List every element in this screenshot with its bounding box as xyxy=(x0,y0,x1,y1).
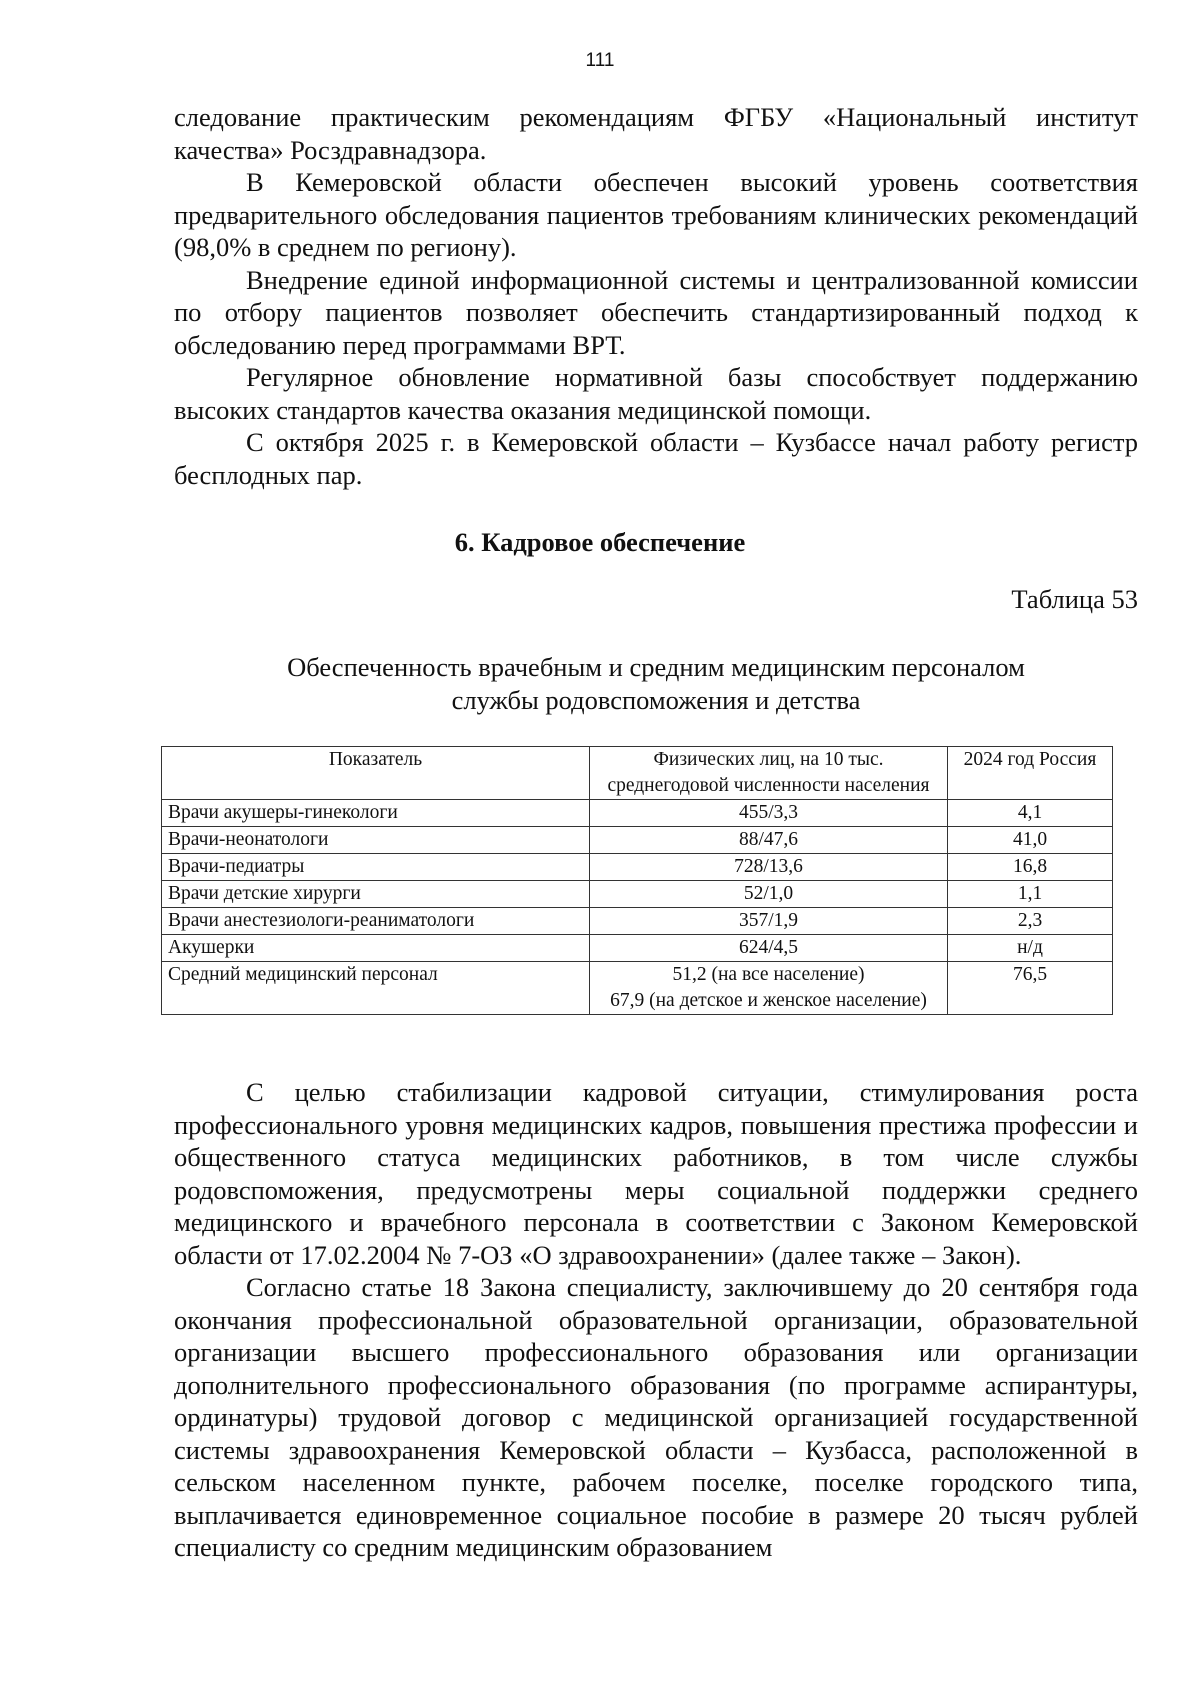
header-value: Физических лиц, на 10 тыс. среднегодовой численности населения xyxy=(590,747,948,800)
cell-value: 455/3,3 xyxy=(590,800,948,827)
table-caption-line: Обеспеченность врачебным и средним медицинским персоналом xyxy=(287,652,1025,682)
cell-russia: 4,1 xyxy=(948,800,1113,827)
paragraph: Согласно статье 18 Закона специалисту, заключившему до 20 сентября года окончания профессиональной образовательной организации, образовательной организации высшего профессионального образования или организации дополнительного профессионального образования (по программе аспирантуры, ординатуры) трудовой договор с медицинской организацией государственной системы здравоохранения Кемеровской области – Кузбасса, расположенной в сельском населенном пункте, рабочем поселке, поселке городского типа, выплачивается единовременное социальное пособие в размере 20 тысяч рублей специалисту со средним медицинским образованием xyxy=(174,1272,1138,1562)
section-heading: 6. Кадровое обеспечение xyxy=(454,527,746,557)
bottom-text-block xyxy=(174,1076,1138,1564)
cell-russia: 1,1 xyxy=(948,881,1113,908)
cell-value-line: 51,2 (на все население) xyxy=(672,964,865,985)
staffing-table xyxy=(161,746,1113,1015)
cell-value xyxy=(590,962,948,1015)
cell-russia: 16,8 xyxy=(948,854,1113,881)
cell-russia: 2,3 xyxy=(948,908,1113,935)
table-row xyxy=(162,908,1113,935)
paragraph: Регулярное обновление нормативной базы способствует поддержанию высоких стандартов качества оказания медицинской помощи. xyxy=(174,362,1138,425)
table-row xyxy=(162,827,1113,854)
table-row xyxy=(162,935,1113,962)
cell-indicator: Врачи-неонатологи xyxy=(162,827,590,854)
cell-indicator: Врачи анестезиологи-реаниматологи xyxy=(162,908,590,935)
table-row xyxy=(162,800,1113,827)
table-header-row xyxy=(162,747,1113,800)
cell-russia: н/д xyxy=(948,935,1113,962)
cell-indicator: Врачи акушеры-гинекологи xyxy=(162,800,590,827)
cell-value: 88/47,6 xyxy=(590,827,948,854)
paragraph: следование практическим рекомендациям ФГБУ «Национальный институт качества» Росздравнадзора. xyxy=(174,102,1138,165)
cell-value: 728/13,6 xyxy=(590,854,948,881)
table-row xyxy=(162,962,1113,1015)
table-row xyxy=(162,881,1113,908)
cell-value: 52/1,0 xyxy=(590,881,948,908)
header-indicator: Показатель xyxy=(162,747,590,800)
paragraph: В Кемеровской области обеспечен высокий уровень соответствия предварительного обследования пациентов требованиям клинических рекомендаций (98,0% в среднем по региону). xyxy=(174,167,1138,262)
cell-value: 624/4,5 xyxy=(590,935,948,962)
table-label: Таблица 53 xyxy=(1011,584,1138,614)
table-row xyxy=(162,854,1113,881)
cell-russia: 76,5 xyxy=(948,962,1113,1015)
paragraph: Внедрение единой информационной системы и централизованной комиссии по отбору пациентов позволяет обеспечить стандартизированный подход к обследованию перед программами ВРТ. xyxy=(174,264,1138,360)
page-number: 111 xyxy=(585,50,615,71)
cell-russia: 41,0 xyxy=(948,827,1113,854)
table-caption-line: службы родовспоможения и детства xyxy=(451,685,861,715)
cell-value: 357/1,9 xyxy=(590,908,948,935)
paragraph: С октября 2025 г. в Кемеровской области – Кузбассе начал работу регистр бесплодных пар. xyxy=(174,427,1138,490)
cell-value-line: 67,9 (на детское и женское население) xyxy=(610,990,927,1011)
table-caption xyxy=(174,651,1138,717)
cell-indicator: Врачи детские хирурги xyxy=(162,881,590,908)
cell-indicator: Врачи-педиатры xyxy=(162,854,590,881)
header-russia: 2024 год Россия xyxy=(948,747,1113,800)
top-text-block xyxy=(174,101,1138,491)
paragraph: С целью стабилизации кадровой ситуации, стимулирования роста профессионального уровня медицинских кадров, повышения престижа профессии и общественного статуса медицинских работников, в том числе службы родовспоможения, предусмотрены меры социальной поддержки среднего медицинского и врачебного персонала в соответствии с Законом Кемеровской области от 17.02.2004 № 7-ОЗ «О здравоохранении» (далее также – Закон). xyxy=(174,1077,1138,1270)
cell-indicator: Акушерки xyxy=(162,935,590,962)
cell-indicator: Средний медицинский персонал xyxy=(162,962,590,1015)
